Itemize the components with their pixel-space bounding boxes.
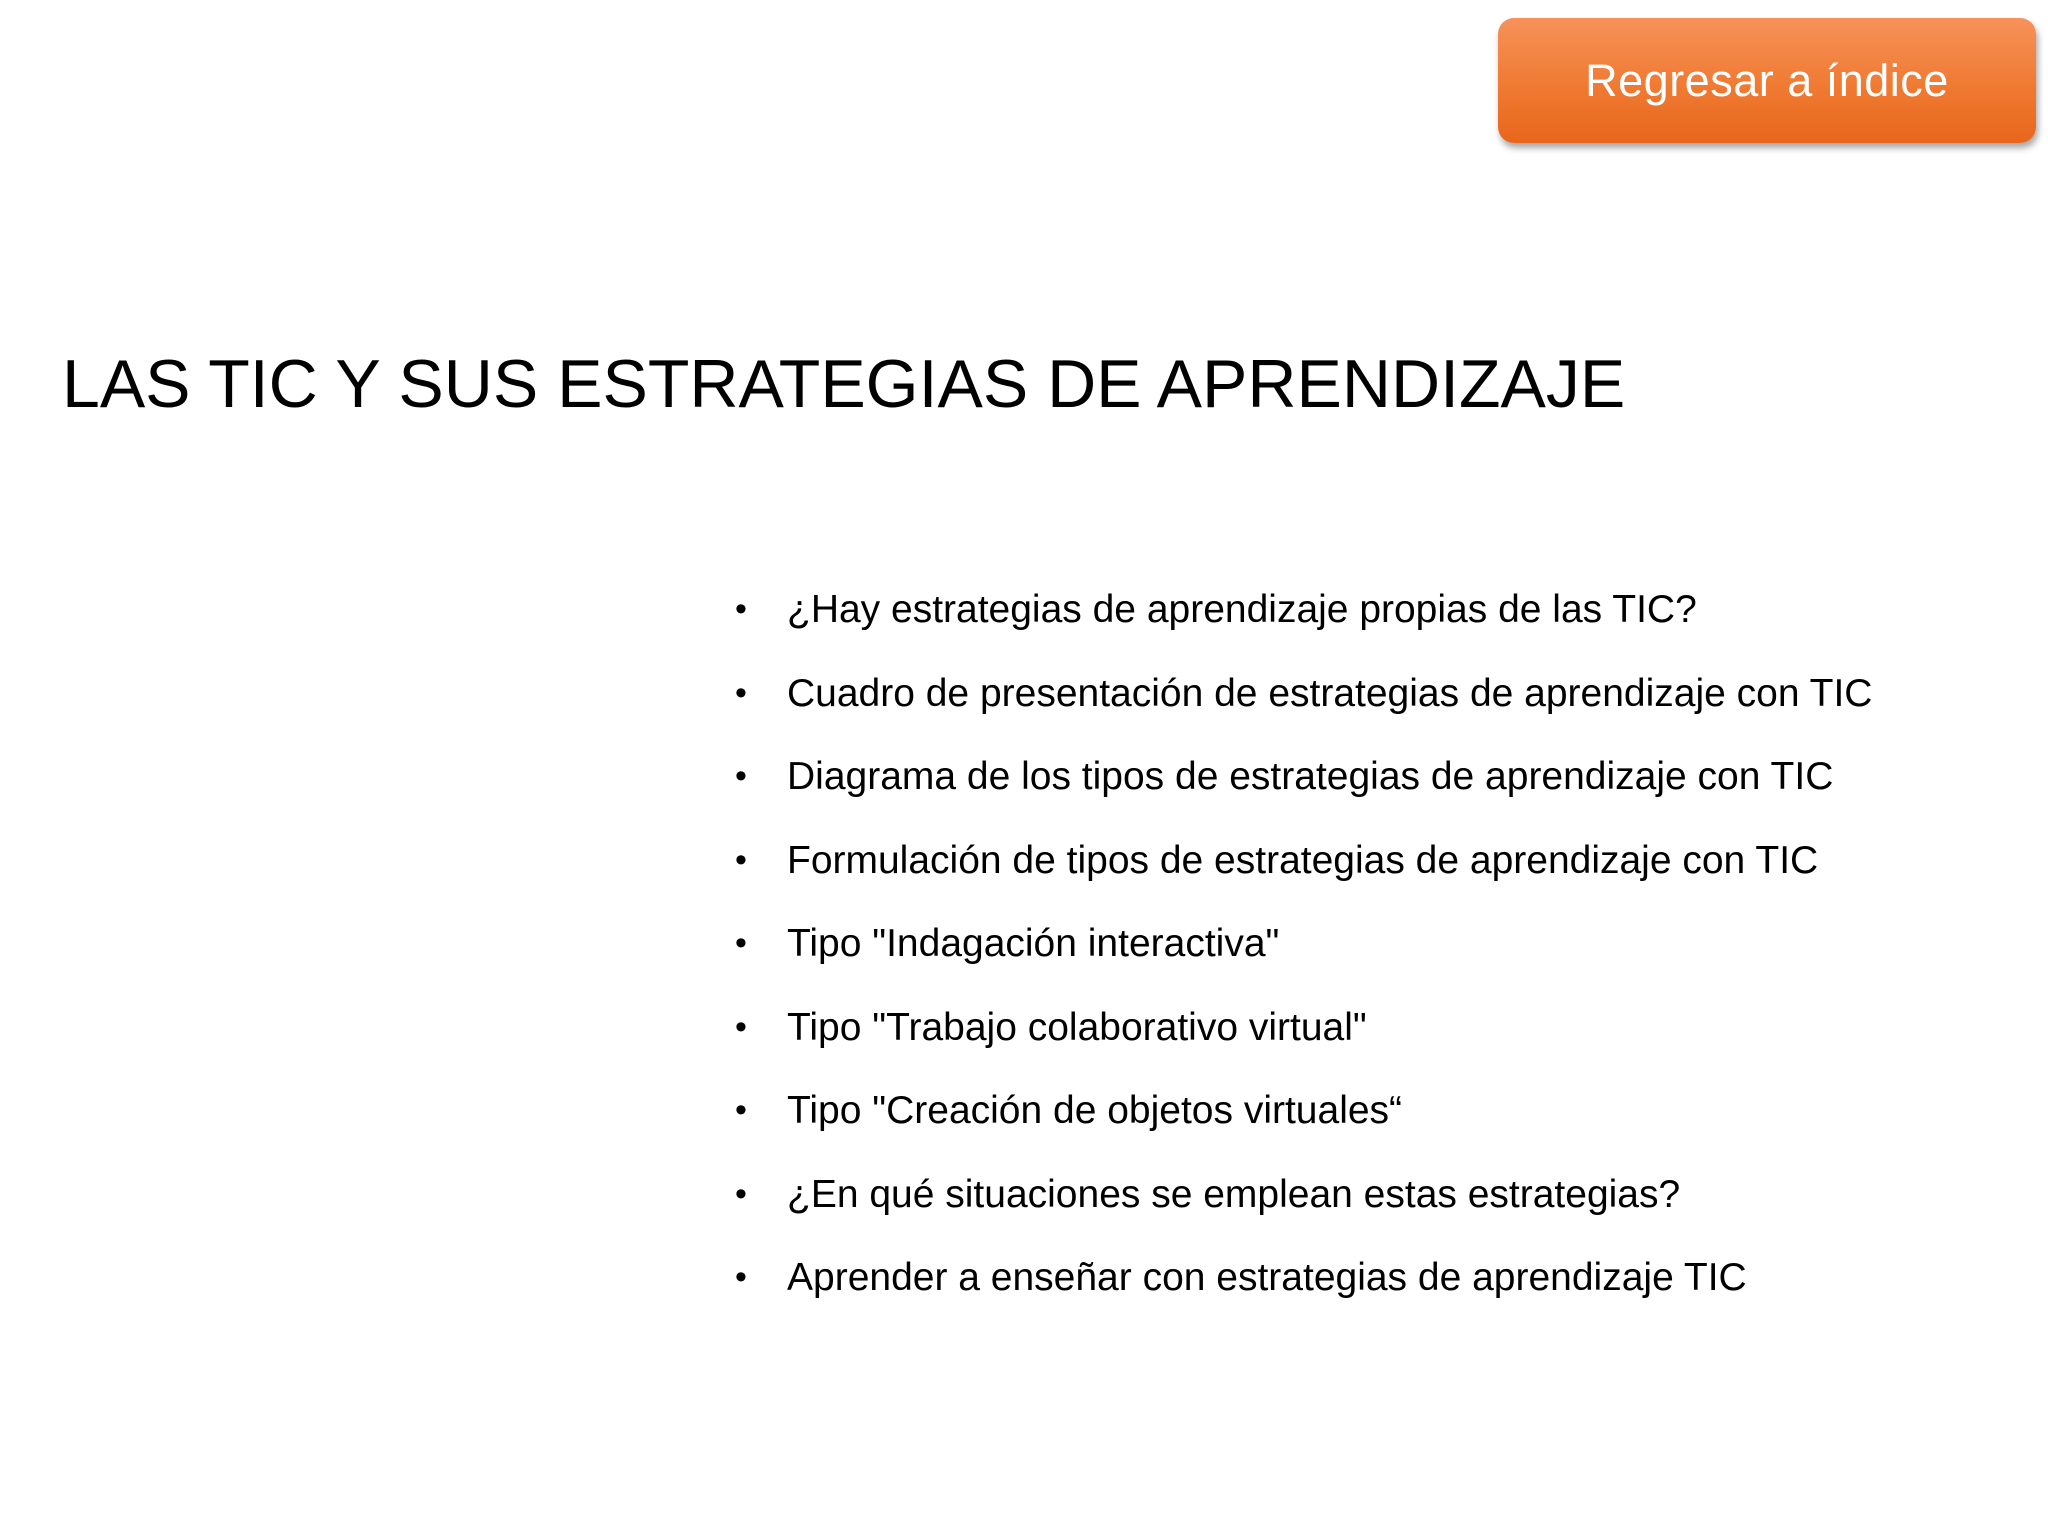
topic-label: Diagrama de los tipos de estrategias de aprendizaje con TIC: [787, 755, 1834, 798]
topic-label: Tipo "Indagación interactiva": [787, 922, 1280, 965]
bullet-icon: •: [735, 1174, 747, 1213]
back-to-index-button[interactable]: [1498, 18, 2036, 143]
back-to-index-label: Regresar a índice: [1585, 54, 1949, 106]
bullet-icon: •: [735, 1007, 747, 1046]
topic-label: Cuadro de presentación de estrategias de aprendizaje con TIC: [787, 671, 1873, 715]
bullet-icon: •: [735, 590, 747, 628]
topic-label: Formulación de tipos de estrategias de aprendizaje con TIC: [787, 838, 1819, 882]
topic-item-9[interactable]: [735, 1236, 1872, 1320]
topic-label: Aprender a enseñar con estrategias de aprendizaje TIC: [787, 1256, 1747, 1299]
bullet-icon: •: [735, 1258, 747, 1296]
topic-label: Tipo "Creación de objetos virtuales“: [787, 1089, 1403, 1132]
topic-item-2[interactable]: [735, 652, 1872, 736]
bullet-icon: •: [735, 673, 747, 712]
topic-label: Tipo "Trabajo colaborativo virtual": [787, 1005, 1367, 1049]
bullet-icon: •: [735, 924, 747, 962]
bullet-icon: •: [735, 757, 747, 795]
topic-item-7[interactable]: [735, 1069, 1872, 1153]
topic-list: [735, 568, 1872, 1320]
topic-label: ¿En qué situaciones se emplean estas estrategias?: [787, 1172, 1681, 1216]
topic-item-6[interactable]: [735, 986, 1872, 1070]
slide-title: LAS TIC Y SUS ESTRATEGIAS DE APRENDIZAJE: [62, 346, 1626, 422]
topic-item-8[interactable]: [735, 1153, 1872, 1237]
topic-item-4[interactable]: [735, 819, 1872, 903]
topic-item-1[interactable]: [735, 568, 1872, 652]
topic-item-3[interactable]: [735, 735, 1872, 819]
topic-item-5[interactable]: [735, 902, 1872, 986]
bullet-icon: •: [735, 1091, 747, 1129]
bullet-icon: •: [735, 840, 747, 879]
topic-label: ¿Hay estrategias de aprendizaje propias de las TIC?: [787, 588, 1697, 631]
